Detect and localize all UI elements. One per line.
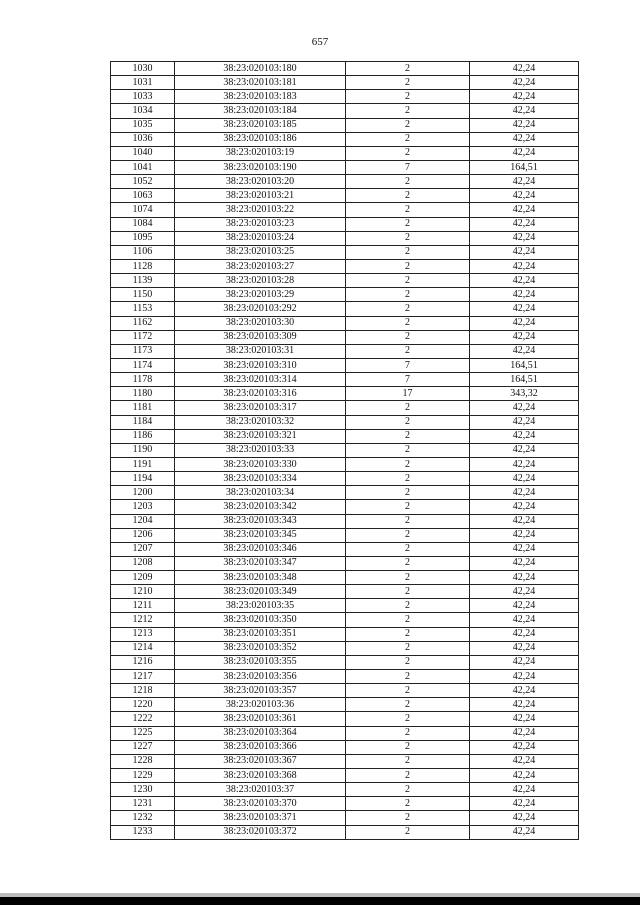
cadastral-number-cell: 38:23:020103:368 [175, 769, 346, 783]
table-row [111, 373, 579, 387]
quantity-cell: 2 [346, 698, 470, 712]
quantity-cell: 2 [346, 344, 470, 358]
table-row [111, 655, 579, 669]
amount-cell: 42,24 [470, 740, 579, 754]
page-number: 657 [311, 36, 329, 48]
cadastral-number-cell: 38:23:020103:35 [175, 599, 346, 613]
table-row [111, 811, 579, 825]
record-number-cell: 1181 [111, 401, 175, 415]
cadastral-number-cell: 38:23:020103:356 [175, 670, 346, 684]
quantity-cell: 2 [346, 514, 470, 528]
cadastral-number-cell: 38:23:020103:33 [175, 443, 346, 457]
cadastral-number-cell: 38:23:020103:36 [175, 698, 346, 712]
table-row [111, 203, 579, 217]
cadastral-number-cell: 38:23:020103:24 [175, 231, 346, 245]
cadastral-number-cell: 38:23:020103:310 [175, 358, 346, 372]
cadastral-number-cell: 38:23:020103:347 [175, 556, 346, 570]
table-row [111, 585, 579, 599]
record-number-cell: 1041 [111, 160, 175, 174]
record-number-cell: 1232 [111, 811, 175, 825]
table-row [111, 783, 579, 797]
cadastral-number-cell: 38:23:020103:352 [175, 641, 346, 655]
cadastral-number-cell: 38:23:020103:37 [175, 783, 346, 797]
record-number-cell: 1206 [111, 528, 175, 542]
amount-cell: 42,24 [470, 401, 579, 415]
cadastral-number-cell: 38:23:020103:23 [175, 217, 346, 231]
record-number-cell: 1212 [111, 613, 175, 627]
table-row [111, 415, 579, 429]
quantity-cell: 2 [346, 231, 470, 245]
record-number-cell: 1106 [111, 245, 175, 259]
table-row [111, 330, 579, 344]
quantity-cell: 2 [346, 330, 470, 344]
table-row [111, 740, 579, 754]
table-row [111, 160, 579, 174]
table-row [111, 231, 579, 245]
table-row [111, 514, 579, 528]
table-row [111, 457, 579, 471]
record-number-cell: 1184 [111, 415, 175, 429]
table-row [111, 259, 579, 273]
amount-cell: 42,24 [470, 825, 579, 839]
table-row [111, 754, 579, 768]
amount-cell: 42,24 [470, 627, 579, 641]
cadastral-number-cell: 38:23:020103:32 [175, 415, 346, 429]
amount-cell: 42,24 [470, 175, 579, 189]
quantity-cell: 2 [346, 175, 470, 189]
quantity-cell: 2 [346, 457, 470, 471]
quantity-cell: 2 [346, 259, 470, 273]
record-number-cell: 1194 [111, 472, 175, 486]
scan-bottom-border [0, 897, 640, 905]
registry-table-body [111, 62, 579, 840]
amount-cell: 42,24 [470, 726, 579, 740]
amount-cell: 42,24 [470, 769, 579, 783]
cadastral-number-cell: 38:23:020103:28 [175, 274, 346, 288]
quantity-cell: 2 [346, 415, 470, 429]
record-number-cell: 1035 [111, 118, 175, 132]
record-number-cell: 1231 [111, 797, 175, 811]
record-number-cell: 1031 [111, 76, 175, 90]
quantity-cell: 2 [346, 146, 470, 160]
record-number-cell: 1207 [111, 542, 175, 556]
table-row [111, 146, 579, 160]
table-row [111, 797, 579, 811]
quantity-cell: 2 [346, 825, 470, 839]
cadastral-number-cell: 38:23:020103:29 [175, 288, 346, 302]
quantity-cell: 2 [346, 528, 470, 542]
record-number-cell: 1213 [111, 627, 175, 641]
cadastral-number-cell: 38:23:020103:342 [175, 500, 346, 514]
record-number-cell: 1208 [111, 556, 175, 570]
record-number-cell: 1074 [111, 203, 175, 217]
record-number-cell: 1178 [111, 373, 175, 387]
amount-cell: 42,24 [470, 274, 579, 288]
table-row [111, 472, 579, 486]
cadastral-number-cell: 38:23:020103:346 [175, 542, 346, 556]
table-row [111, 486, 579, 500]
quantity-cell: 2 [346, 769, 470, 783]
quantity-cell: 2 [346, 641, 470, 655]
table-row [111, 288, 579, 302]
record-number-cell: 1063 [111, 189, 175, 203]
record-number-cell: 1186 [111, 429, 175, 443]
record-number-cell: 1200 [111, 486, 175, 500]
record-number-cell: 1228 [111, 754, 175, 768]
record-number-cell: 1173 [111, 344, 175, 358]
amount-cell: 42,24 [470, 189, 579, 203]
record-number-cell: 1191 [111, 457, 175, 471]
cadastral-number-cell: 38:23:020103:350 [175, 613, 346, 627]
amount-cell: 42,24 [470, 104, 579, 118]
amount-cell: 164,51 [470, 373, 579, 387]
quantity-cell: 2 [346, 684, 470, 698]
record-number-cell: 1162 [111, 316, 175, 330]
amount-cell: 42,24 [470, 641, 579, 655]
record-number-cell: 1216 [111, 655, 175, 669]
cadastral-number-cell: 38:23:020103:334 [175, 472, 346, 486]
table-row [111, 189, 579, 203]
cadastral-number-cell: 38:23:020103:316 [175, 387, 346, 401]
amount-cell: 42,24 [470, 712, 579, 726]
quantity-cell: 2 [346, 754, 470, 768]
table-row [111, 358, 579, 372]
table-row [111, 613, 579, 627]
table-row [111, 429, 579, 443]
record-number-cell: 1040 [111, 146, 175, 160]
quantity-cell: 2 [346, 90, 470, 104]
quantity-cell: 2 [346, 203, 470, 217]
quantity-cell: 2 [346, 118, 470, 132]
record-number-cell: 1209 [111, 571, 175, 585]
amount-cell: 42,24 [470, 754, 579, 768]
cadastral-number-cell: 38:23:020103:314 [175, 373, 346, 387]
cadastral-number-cell: 38:23:020103:348 [175, 571, 346, 585]
quantity-cell: 2 [346, 627, 470, 641]
quantity-cell: 2 [346, 288, 470, 302]
table-row [111, 401, 579, 415]
record-number-cell: 1174 [111, 358, 175, 372]
table-row [111, 627, 579, 641]
cadastral-number-cell: 38:23:020103:186 [175, 132, 346, 146]
table-row [111, 76, 579, 90]
amount-cell: 42,24 [470, 146, 579, 160]
quantity-cell: 2 [346, 76, 470, 90]
quantity-cell: 2 [346, 429, 470, 443]
table-row [111, 132, 579, 146]
table-row [111, 684, 579, 698]
record-number-cell: 1211 [111, 599, 175, 613]
cadastral-number-cell: 38:23:020103:361 [175, 712, 346, 726]
cadastral-number-cell: 38:23:020103:20 [175, 175, 346, 189]
record-number-cell: 1139 [111, 274, 175, 288]
amount-cell: 42,24 [470, 316, 579, 330]
cadastral-number-cell: 38:23:020103:181 [175, 76, 346, 90]
quantity-cell: 2 [346, 726, 470, 740]
quantity-cell: 7 [346, 358, 470, 372]
amount-cell: 42,24 [470, 231, 579, 245]
record-number-cell: 1225 [111, 726, 175, 740]
record-number-cell: 1033 [111, 90, 175, 104]
cadastral-number-cell: 38:23:020103:345 [175, 528, 346, 542]
quantity-cell: 2 [346, 132, 470, 146]
amount-cell: 42,24 [470, 62, 579, 76]
record-number-cell: 1128 [111, 259, 175, 273]
amount-cell: 42,24 [470, 486, 579, 500]
cadastral-number-cell: 38:23:020103:34 [175, 486, 346, 500]
record-number-cell: 1214 [111, 641, 175, 655]
amount-cell: 42,24 [470, 797, 579, 811]
quantity-cell: 2 [346, 655, 470, 669]
amount-cell: 42,24 [470, 655, 579, 669]
record-number-cell: 1180 [111, 387, 175, 401]
amount-cell: 42,24 [470, 76, 579, 90]
quantity-cell: 2 [346, 472, 470, 486]
record-number-cell: 1052 [111, 175, 175, 189]
cadastral-number-cell: 38:23:020103:355 [175, 655, 346, 669]
quantity-cell: 2 [346, 217, 470, 231]
amount-cell: 42,24 [470, 245, 579, 259]
table-row [111, 118, 579, 132]
record-number-cell: 1229 [111, 769, 175, 783]
record-number-cell: 1172 [111, 330, 175, 344]
amount-cell: 42,24 [470, 118, 579, 132]
record-number-cell: 1190 [111, 443, 175, 457]
quantity-cell: 2 [346, 104, 470, 118]
quantity-cell: 2 [346, 571, 470, 585]
amount-cell: 42,24 [470, 514, 579, 528]
table-row [111, 62, 579, 76]
quantity-cell: 7 [346, 373, 470, 387]
cadastral-number-cell: 38:23:020103:31 [175, 344, 346, 358]
record-number-cell: 1227 [111, 740, 175, 754]
cadastral-number-cell: 38:23:020103:19 [175, 146, 346, 160]
cadastral-number-cell: 38:23:020103:321 [175, 429, 346, 443]
amount-cell: 42,24 [470, 783, 579, 797]
table-row [111, 599, 579, 613]
quantity-cell: 2 [346, 613, 470, 627]
record-number-cell: 1220 [111, 698, 175, 712]
cadastral-number-cell: 38:23:020103:367 [175, 754, 346, 768]
amount-cell: 42,24 [470, 429, 579, 443]
amount-cell: 42,24 [470, 528, 579, 542]
amount-cell: 42,24 [470, 217, 579, 231]
cadastral-number-cell: 38:23:020103:366 [175, 740, 346, 754]
table-row [111, 217, 579, 231]
amount-cell: 343,32 [470, 387, 579, 401]
cadastral-number-cell: 38:23:020103:180 [175, 62, 346, 76]
amount-cell: 42,24 [470, 344, 579, 358]
cadastral-number-cell: 38:23:020103:30 [175, 316, 346, 330]
table-row [111, 316, 579, 330]
cadastral-number-cell: 38:23:020103:27 [175, 259, 346, 273]
quantity-cell: 2 [346, 302, 470, 316]
amount-cell: 42,24 [470, 684, 579, 698]
quantity-cell: 2 [346, 556, 470, 570]
quantity-cell: 2 [346, 62, 470, 76]
cadastral-number-cell: 38:23:020103:349 [175, 585, 346, 599]
quantity-cell: 2 [346, 670, 470, 684]
quantity-cell: 2 [346, 401, 470, 415]
amount-cell: 42,24 [470, 670, 579, 684]
table-row [111, 387, 579, 401]
record-number-cell: 1095 [111, 231, 175, 245]
amount-cell: 42,24 [470, 443, 579, 457]
quantity-cell: 2 [346, 486, 470, 500]
amount-cell: 42,24 [470, 811, 579, 825]
cadastral-number-cell: 38:23:020103:370 [175, 797, 346, 811]
amount-cell: 42,24 [470, 330, 579, 344]
amount-cell: 42,24 [470, 90, 579, 104]
cadastral-number-cell: 38:23:020103:343 [175, 514, 346, 528]
record-number-cell: 1210 [111, 585, 175, 599]
table-row [111, 571, 579, 585]
cadastral-number-cell: 38:23:020103:357 [175, 684, 346, 698]
amount-cell: 42,24 [470, 259, 579, 273]
amount-cell: 42,24 [470, 203, 579, 217]
record-number-cell: 1204 [111, 514, 175, 528]
cadastral-number-cell: 38:23:020103:330 [175, 457, 346, 471]
table-row [111, 500, 579, 514]
record-number-cell: 1153 [111, 302, 175, 316]
table-row [111, 90, 579, 104]
table-row [111, 344, 579, 358]
record-number-cell: 1222 [111, 712, 175, 726]
table-row [111, 712, 579, 726]
amount-cell: 42,24 [470, 500, 579, 514]
table-row [111, 302, 579, 316]
record-number-cell: 1203 [111, 500, 175, 514]
quantity-cell: 7 [346, 160, 470, 174]
cadastral-number-cell: 38:23:020103:317 [175, 401, 346, 415]
amount-cell: 164,51 [470, 160, 579, 174]
quantity-cell: 2 [346, 316, 470, 330]
cadastral-number-cell: 38:23:020103:364 [175, 726, 346, 740]
table-row [111, 443, 579, 457]
table-row [111, 769, 579, 783]
quantity-cell: 2 [346, 245, 470, 259]
table-row [111, 698, 579, 712]
table-row [111, 528, 579, 542]
record-number-cell: 1217 [111, 670, 175, 684]
quantity-cell: 17 [346, 387, 470, 401]
amount-cell: 42,24 [470, 457, 579, 471]
record-number-cell: 1218 [111, 684, 175, 698]
amount-cell: 42,24 [470, 132, 579, 146]
amount-cell: 42,24 [470, 613, 579, 627]
record-number-cell: 1030 [111, 62, 175, 76]
record-number-cell: 1233 [111, 825, 175, 839]
quantity-cell: 2 [346, 740, 470, 754]
registry-table [110, 61, 579, 840]
table-row [111, 175, 579, 189]
quantity-cell: 2 [346, 274, 470, 288]
amount-cell: 42,24 [470, 571, 579, 585]
table-row [111, 104, 579, 118]
cadastral-number-cell: 38:23:020103:25 [175, 245, 346, 259]
record-number-cell: 1036 [111, 132, 175, 146]
amount-cell: 42,24 [470, 302, 579, 316]
cadastral-number-cell: 38:23:020103:183 [175, 90, 346, 104]
amount-cell: 42,24 [470, 599, 579, 613]
quantity-cell: 2 [346, 500, 470, 514]
table-row [111, 556, 579, 570]
table-row [111, 726, 579, 740]
amount-cell: 42,24 [470, 585, 579, 599]
record-number-cell: 1230 [111, 783, 175, 797]
record-number-cell: 1084 [111, 217, 175, 231]
record-number-cell: 1150 [111, 288, 175, 302]
quantity-cell: 2 [346, 443, 470, 457]
amount-cell: 42,24 [470, 542, 579, 556]
cadastral-number-cell: 38:23:020103:292 [175, 302, 346, 316]
quantity-cell: 2 [346, 783, 470, 797]
quantity-cell: 2 [346, 585, 470, 599]
quantity-cell: 2 [346, 189, 470, 203]
cadastral-number-cell: 38:23:020103:185 [175, 118, 346, 132]
amount-cell: 42,24 [470, 472, 579, 486]
cadastral-number-cell: 38:23:020103:190 [175, 160, 346, 174]
amount-cell: 42,24 [470, 556, 579, 570]
quantity-cell: 2 [346, 712, 470, 726]
amount-cell: 42,24 [470, 415, 579, 429]
cadastral-number-cell: 38:23:020103:372 [175, 825, 346, 839]
quantity-cell: 2 [346, 811, 470, 825]
table-row [111, 825, 579, 839]
quantity-cell: 2 [346, 599, 470, 613]
amount-cell: 164,51 [470, 358, 579, 372]
table-row [111, 542, 579, 556]
table-row [111, 641, 579, 655]
table-row [111, 670, 579, 684]
table-row [111, 245, 579, 259]
cadastral-number-cell: 38:23:020103:21 [175, 189, 346, 203]
cadastral-number-cell: 38:23:020103:371 [175, 811, 346, 825]
quantity-cell: 2 [346, 542, 470, 556]
quantity-cell: 2 [346, 797, 470, 811]
amount-cell: 42,24 [470, 698, 579, 712]
amount-cell: 42,24 [470, 288, 579, 302]
cadastral-number-cell: 38:23:020103:22 [175, 203, 346, 217]
table-row [111, 274, 579, 288]
cadastral-number-cell: 38:23:020103:184 [175, 104, 346, 118]
cadastral-number-cell: 38:23:020103:309 [175, 330, 346, 344]
record-number-cell: 1034 [111, 104, 175, 118]
cadastral-number-cell: 38:23:020103:351 [175, 627, 346, 641]
